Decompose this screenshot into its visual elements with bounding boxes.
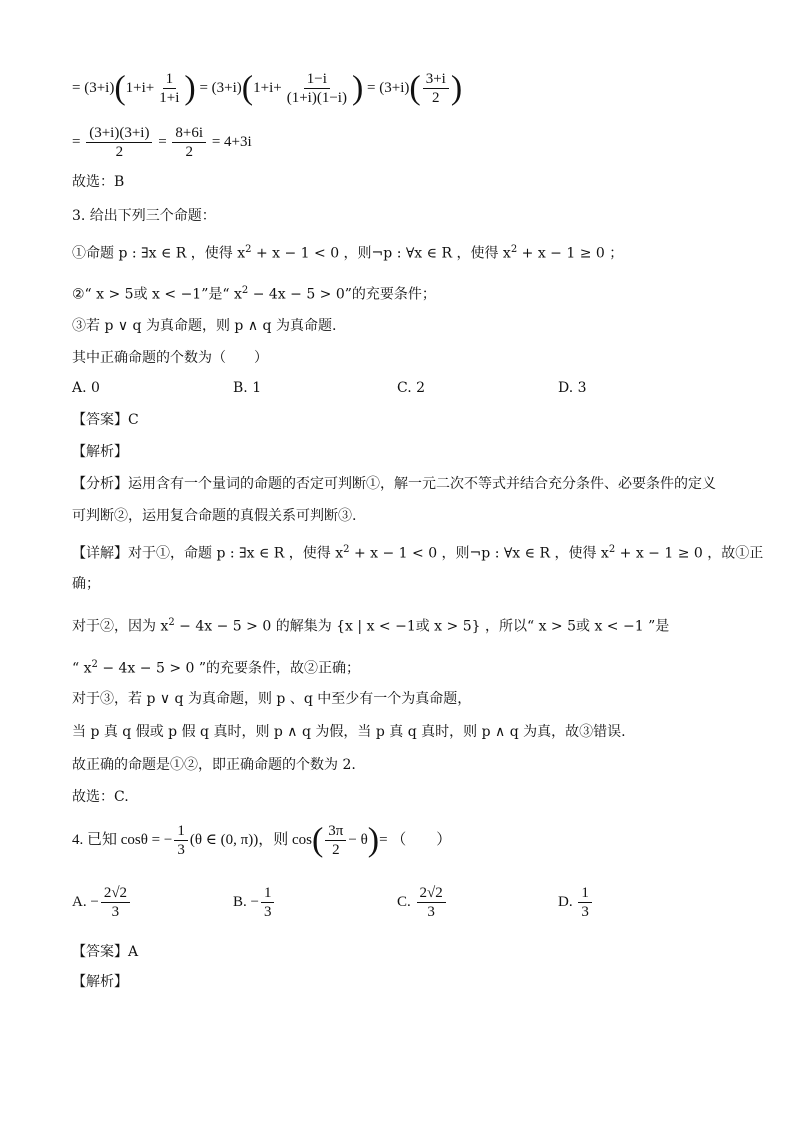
option-label: A. — [72, 893, 87, 910]
q3-option-b: B. 1 — [233, 380, 262, 396]
frac-num: 3+i — [423, 70, 449, 89]
frac-num: 1 — [578, 884, 592, 903]
expr-part: = (3+i) — [72, 79, 115, 96]
paren: ) — [184, 69, 196, 107]
frac-num: 2√2 — [101, 884, 130, 903]
option-label: B. — [233, 893, 247, 910]
sign: − — [90, 893, 99, 910]
fraction — [172, 124, 206, 161]
q3-detail-line-4 — [72, 655, 360, 679]
fraction — [174, 822, 188, 859]
frac-den: 2 — [332, 842, 340, 858]
option-label: C. — [397, 893, 411, 910]
q3-stem: 3. 给出下列三个命题： — [72, 208, 216, 224]
text: − 4x − 5 > 0 ”的充要条件，故②正确； — [97, 660, 361, 677]
exponent: 2 — [91, 659, 98, 670]
paren: ) — [450, 69, 463, 107]
text: − 4x − 5 > 0 的解集为 {x | x < −1或 x > 5} ，所以“ x > 5或 x < −1 ”是 — [174, 618, 670, 635]
frac-den: 2 — [185, 144, 193, 160]
paren: ( — [409, 69, 421, 107]
frac-num: 3π — [325, 822, 346, 841]
paren: ) — [351, 69, 364, 107]
frac-den: 1+i — [159, 90, 180, 106]
frac-den: 3 — [111, 904, 120, 920]
text: + x − 1 ≥ 0 ； — [517, 245, 624, 262]
exponent: 2 — [168, 617, 175, 628]
fraction — [156, 70, 182, 107]
q3-proposition-1 — [72, 240, 623, 264]
q3-option-c: C. 2 — [397, 380, 426, 396]
expr-part: = — [72, 133, 81, 150]
exponent: 2 — [608, 544, 616, 555]
q3-answer: 【答案】C — [72, 412, 139, 428]
text: ①命题 p : ∃x ∈ R ，使得 x — [72, 245, 246, 262]
frac-num: 1 — [174, 822, 188, 841]
paren: ) — [367, 821, 380, 859]
q3-choice: 故选：C. — [72, 789, 129, 805]
text: 【详解】对于①，命题 p : ∃x ∈ R ，使得 x — [72, 545, 344, 562]
q3-option-d: D. 3 — [558, 380, 587, 396]
q4-option-b — [233, 884, 276, 921]
q3-fenxi-line-1: 【分析】运用含有一个量词的命题的否定可判断①，解一元二次不等式并结合充分条件、必要条件的定义 — [72, 476, 716, 492]
fraction — [423, 70, 449, 107]
expr-part: = (3+i) — [199, 79, 242, 96]
expr-part: = 4+3i — [211, 133, 252, 150]
q3-detail-line-5: 对于③，若 p ∨ q 为真命题，则 p 、q 中至少有一个为真命题， — [72, 691, 472, 707]
q3-fenxi-line-2: 可判断②，运用复合命题的真假关系可判断③. — [72, 508, 357, 524]
q3-question: 其中正确命题的个数为（ ） — [72, 350, 268, 366]
frac-num: 1−i — [304, 70, 330, 89]
q3-detail-line-1 — [72, 540, 763, 564]
text: + x − 1 ≥ 0 ，故①正 — [615, 545, 764, 562]
option-label: D. — [558, 893, 573, 910]
q2-choice: 故选：B — [72, 174, 125, 190]
frac-den: (1+i)(1−i) — [286, 90, 347, 106]
fraction — [417, 884, 446, 921]
text: − 4x − 5 > 0”的充要条件； — [248, 286, 436, 303]
text: ②“ x > 5或 x < −1”是“ x — [72, 286, 242, 303]
paren: ( — [241, 69, 254, 107]
expr-part: 1+i+ — [125, 79, 155, 96]
q4-stem — [72, 822, 451, 859]
frac-num: 1 — [163, 70, 177, 89]
expr-part: 1+i+ — [253, 79, 282, 96]
text: + x − 1 < 0 ，则¬p : ∀x ∈ R ，使得 x — [349, 545, 609, 562]
fraction — [101, 884, 130, 921]
text: (θ ∈ (0, π))，则 cos — [189, 831, 312, 848]
exponent: 2 — [241, 285, 249, 296]
frac-den: 3 — [581, 904, 589, 920]
frac-den: 2 — [115, 144, 124, 160]
text: − θ — [348, 831, 368, 848]
frac-den: 3 — [263, 904, 272, 920]
exponent: 2 — [343, 544, 350, 555]
paren: ( — [311, 821, 324, 859]
q3-proposition-3: ③若 p ∨ q 为真命题，则 p ∧ q 为真命题. — [72, 318, 337, 334]
q3-detail-line-6: 当 p 真 q 假或 p 假 q 真时，则 p ∧ q 为假，当 p 真 q 真时，则 p ∧ q 为真，故③错误. — [72, 724, 626, 740]
fraction — [86, 124, 152, 161]
fraction — [325, 822, 346, 859]
sign: − — [250, 893, 259, 910]
q4-answer: 【答案】A — [72, 944, 139, 960]
expr-part: = (3+i) — [367, 79, 410, 96]
text: 4. 已知 cosθ = − — [72, 831, 173, 848]
fraction — [578, 884, 592, 921]
paren: ( — [114, 69, 126, 107]
q4-option-c — [397, 884, 448, 921]
frac-num: 8+6i — [172, 124, 206, 143]
text: 对于②，因为 x — [72, 618, 169, 635]
q3-detail-line-3 — [72, 613, 669, 637]
q3-proposition-2 — [72, 281, 436, 305]
q3-detail-line-2: 确； — [72, 576, 100, 592]
expr-part: = — [158, 133, 167, 150]
frac-den: 3 — [427, 904, 435, 920]
q4-option-d — [558, 884, 594, 921]
q4-analysis-heading: 【解析】 — [72, 974, 128, 990]
fraction — [261, 884, 275, 921]
text: + x − 1 < 0 ，则¬p : ∀x ∈ R ，使得 x — [251, 245, 511, 262]
q4-option-a — [72, 884, 132, 921]
q3-analysis-heading: 【解析】 — [72, 444, 128, 460]
text: = （ ） — [379, 831, 452, 848]
frac-den: 3 — [177, 842, 185, 858]
text: “ x — [72, 660, 92, 677]
exponent: 2 — [245, 244, 252, 255]
frac-den: 2 — [432, 90, 440, 106]
q3-option-a: A. 0 — [72, 380, 100, 396]
q2-solution-line-2 — [72, 124, 252, 161]
frac-num: (3+i)(3+i) — [86, 124, 152, 143]
q2-solution-line-1 — [72, 70, 462, 107]
frac-num: 1 — [261, 884, 275, 903]
exponent: 2 — [510, 244, 518, 255]
q3-detail-line-7: 故正确的命题是①②，即正确命题的个数为 2. — [72, 757, 356, 773]
fraction — [284, 70, 350, 107]
frac-num: 2√2 — [417, 884, 446, 903]
